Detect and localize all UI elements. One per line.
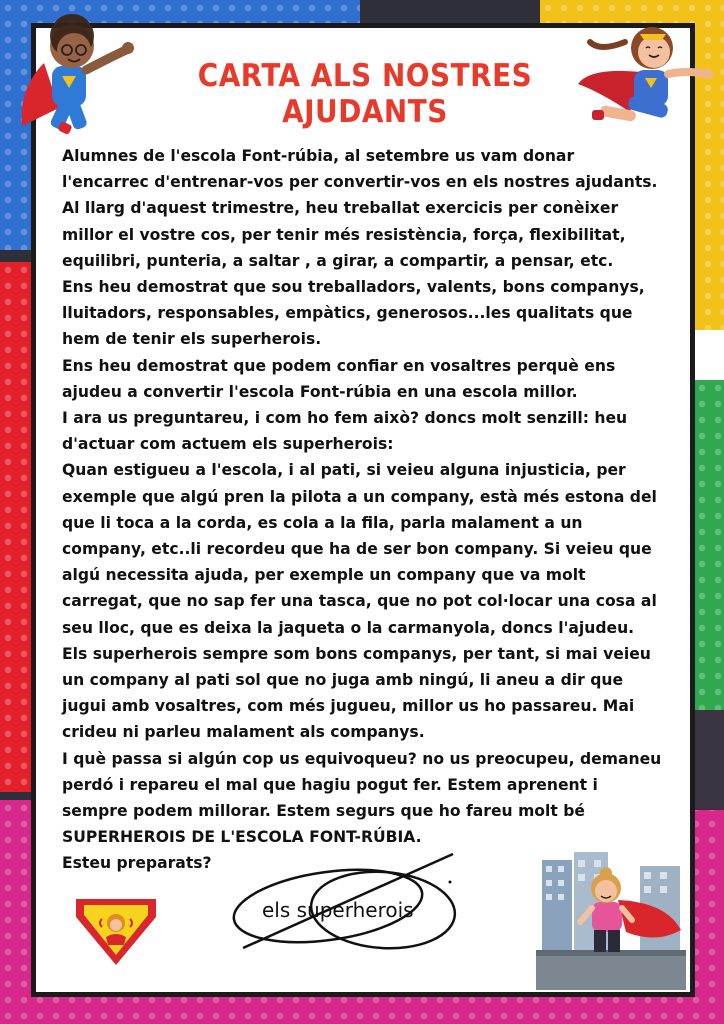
letter-line: Ens heu demostrat que podem confiar en vosaltres perquè ens (62, 356, 616, 375)
letter-line: exemple que algú pren la pilota a un company, està més estona del (62, 487, 657, 506)
background-panel-dark (694, 710, 724, 810)
letter-line: un company al pati sol que no juga amb ningú, li aneu a dir que (62, 671, 624, 690)
letter-line: crideu ni parleu malament als companys. (62, 723, 425, 742)
letter-line: Els superherois sempre som bons companys, per tant, si mai veieu (62, 644, 651, 663)
letter-line: Quan estigueu a l'escola, i al pati, si veieu alguna injusticia, per (62, 461, 626, 480)
letter-line: carregat, que no sap fer una tasca, que no pot col·locar una cosa al (62, 592, 657, 611)
letter-line: I ara us preguntareu, i com ho fem això? doncs molt senzill: heu (62, 409, 628, 428)
letter-body (62, 143, 682, 877)
letter-line: sempre podem millorar. Estem segurs que ho fareu molt bé (62, 802, 585, 821)
superhero-teacher-icon (536, 852, 686, 990)
letter-line: I què passa si algún cop us equivoqueu? no us preocupeu, demaneu (62, 749, 662, 768)
background-panel-white (694, 330, 724, 380)
background-panel-green (694, 380, 724, 710)
letter-line: Alumnes de l'escola Font-rúbia, al setembre us vam donar (62, 147, 575, 165)
letter-line: l'encarrec d'entrenar-vos per convertir-vos en els nostres ajudants. (62, 173, 658, 192)
letter-line: perdó i repareu el mal que hagiu pogut fer. Estem aprenent i (62, 775, 598, 794)
letter-line: company, etc..li recordeu que ha de ser bon company. Si veieu que (62, 540, 652, 559)
letter-line: SUPERHEROIS DE L'ESCOLA FONT-RÚBIA. (62, 828, 422, 847)
letter-line: algú necessita ajuda, per exemple un company que va molt (62, 566, 586, 585)
letter-line: Al llarg d'aquest trimestre, heu treballat exercicis per conèixer (62, 199, 619, 218)
superhero-emblem-icon (72, 893, 160, 969)
letter-line: Esteu preparats? (62, 854, 212, 873)
letter-line: hem de tenir els superherois. (62, 330, 322, 349)
letter-title: CARTA ALS NOSTRES AJUDANTS (197, 58, 533, 130)
letter-line: equilibri, punteria, a saltar , a girar, a compartir, a pensar, etc. (62, 251, 614, 270)
letter-line: Ens heu demostrat que sou treballadors, valents, bons companys, (62, 278, 645, 297)
letter-line: millor el vostre cos, per tenir més resistència, força, flexibilitat, (62, 225, 626, 244)
letter-line: lluitadors, responsables, empàtics, generosos...les qualitats que (62, 304, 633, 323)
superhero-boy-icon (14, 8, 144, 138)
letter-line: seu lloc, que es deixa la jaqueta o la carmanyola, doncs l'ajudeu. (62, 618, 635, 637)
letter-line: que li toca a la corda, es cola a la fila, parla malament a un (62, 513, 583, 532)
letter-line: ajudeu a convertir l'escola Font-rúbia en una escola millor. (62, 382, 578, 401)
letter-line: d'actuar com actuem els superherois: (62, 435, 394, 454)
signature-text: els superherois (262, 898, 414, 922)
letter-line: jugui amb vosaltres, com més jugueu, millor us ho passareu. Mai (62, 697, 635, 716)
